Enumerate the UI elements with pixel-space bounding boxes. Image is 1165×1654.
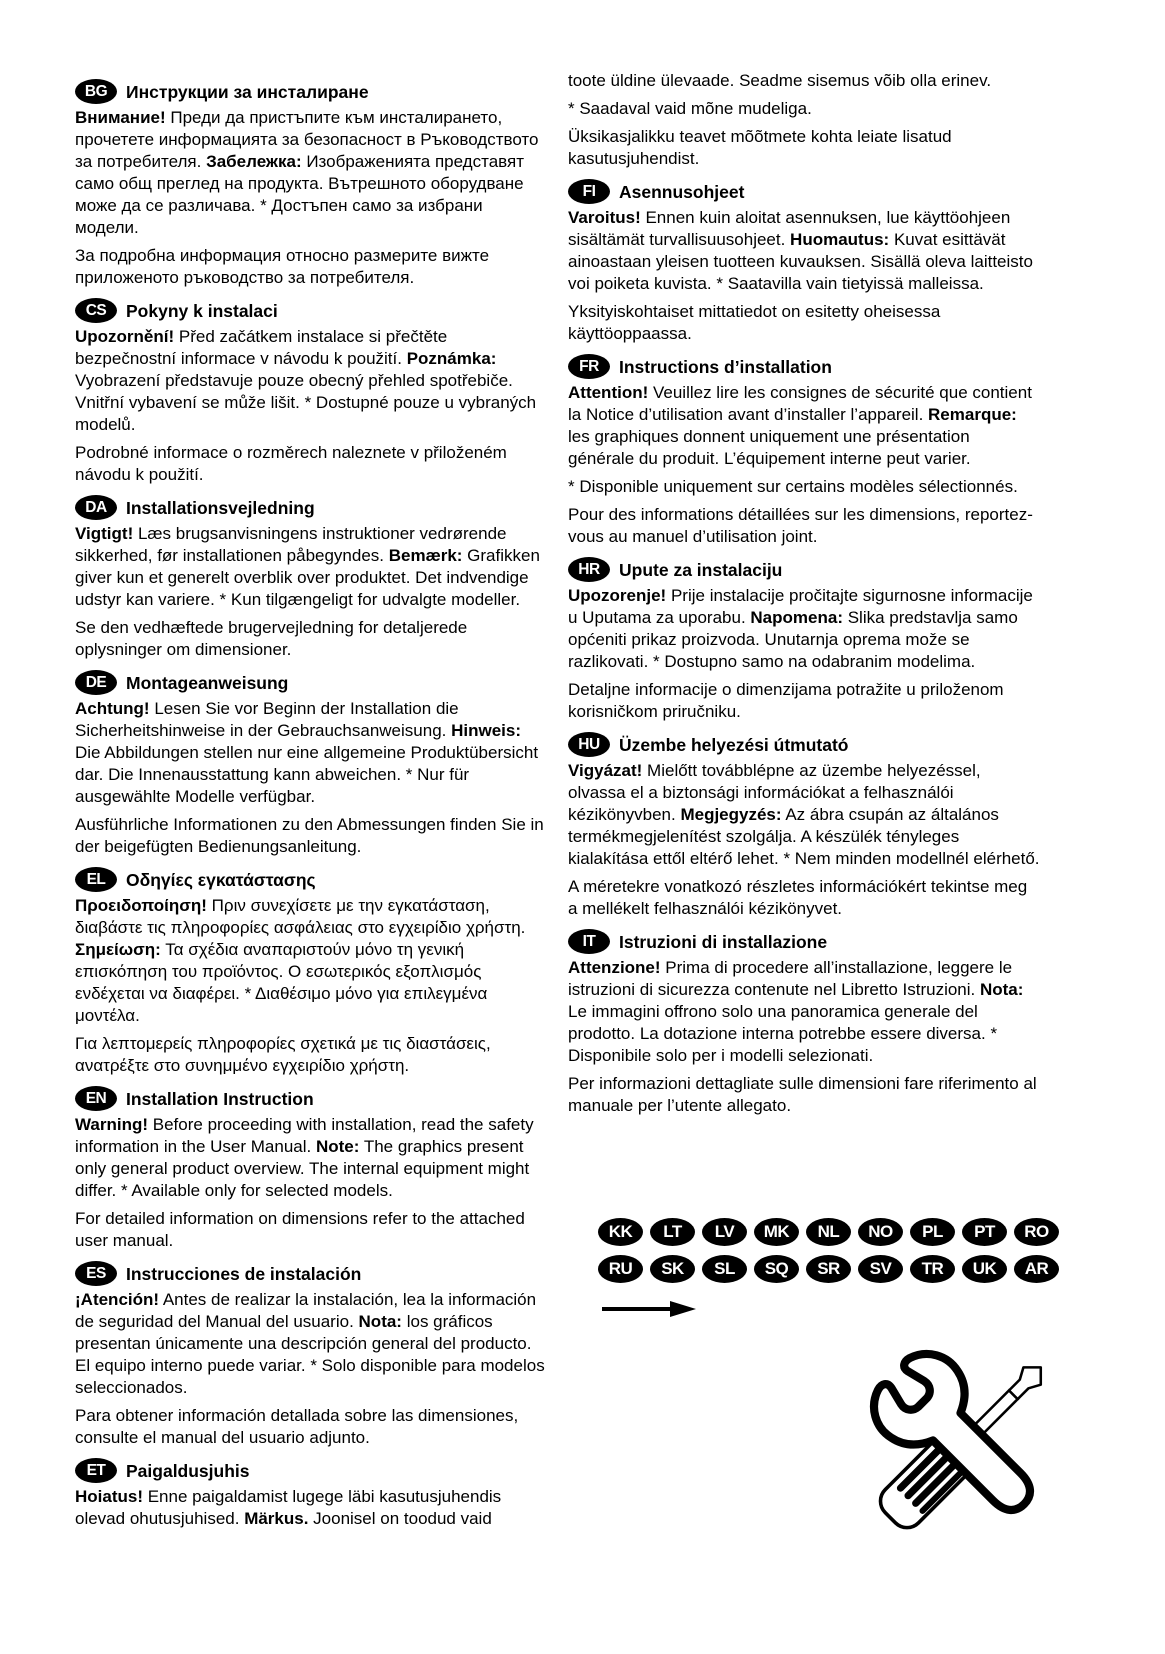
- language-badge-uk: UK: [962, 1255, 1007, 1283]
- section-it: [568, 929, 1040, 1117]
- bold-lead-in: Bemærk:: [388, 546, 463, 565]
- language-badge-el: EL: [75, 867, 117, 892]
- section-heading: [75, 1261, 547, 1286]
- section-fr: [568, 354, 1040, 548]
- language-badge-bg: BG: [75, 79, 117, 104]
- section-hr: [568, 557, 1040, 723]
- section-heading: [75, 1086, 547, 1111]
- paragraph: Warning! Before proceeding with installation, read the safety information in the User Manual. Note: The graphics present only general product overview. The internal equipment might differ. * Available only for selected models.: [75, 1115, 534, 1200]
- wrench-screwdriver-icon: [858, 1330, 1063, 1560]
- left-column: [75, 70, 547, 1536]
- other-languages-badges: [598, 1218, 1063, 1292]
- paragraph: * Disponible uniquement sur certains modèles sélectionnés.: [568, 477, 1018, 496]
- right-column: [568, 70, 1040, 1123]
- section-title: Instrucciones de instalación: [126, 1263, 362, 1284]
- language-badge-en: EN: [75, 1086, 117, 1111]
- section-title: Montageanweisung: [126, 672, 289, 693]
- section-title: Upute za instalaciju: [619, 559, 783, 580]
- paragraph: For detailed information on dimensions refer to the attached user manual.: [75, 1209, 525, 1250]
- paragraph: За подробна информация относно размерите вижте приложеното ръководство за потребителя.: [75, 246, 490, 287]
- language-badge-lv: LV: [702, 1218, 747, 1246]
- bold-lead-in: Upozornění!: [75, 327, 175, 346]
- section-el: [75, 867, 547, 1077]
- language-badge-ru: RU: [598, 1255, 643, 1283]
- language-badge-nl: NL: [806, 1218, 851, 1246]
- section-et: [75, 1458, 547, 1530]
- right-arrow-icon: [600, 1298, 700, 1325]
- section-title: Installationsvejledning: [126, 497, 315, 518]
- language-badge-sl: SL: [702, 1255, 747, 1283]
- paragraph: Για λεπτομερείς πληροφορίες σχετικά με τις διαστάσεις, ανατρέξτε στο συνημμένο εγχειρίδιο χρήστη.: [75, 1034, 491, 1075]
- section-es: [75, 1261, 547, 1449]
- bold-lead-in: Warning!: [75, 1115, 149, 1134]
- language-badge-sr: SR: [806, 1255, 851, 1283]
- bold-lead-in: Προειδοποίηση!: [75, 896, 207, 915]
- bold-lead-in: Poznámka:: [406, 349, 497, 368]
- language-badge-et: ET: [75, 1458, 117, 1483]
- bold-lead-in: Huomautus:: [790, 230, 890, 249]
- language-badge-hu: HU: [568, 732, 610, 757]
- section-heading: [75, 1458, 547, 1483]
- paragraph: Per informazioni dettagliate sulle dimensioni fare riferimento al manuale per l’utente allegato.: [568, 1074, 1037, 1115]
- section-title: Istruzioni di installazione: [619, 931, 828, 952]
- paragraph: Podrobné informace o rozměrech naleznete v přiloženém návodu k použití.: [75, 443, 507, 484]
- paragraph: ¡Atención! Antes de realizar la instalación, lea la información de seguridad del Manual del usuario. Nota: los gráficos presentan únicamente una descripción general del producto. El equipo interno puede variar. * Solo disponible para modelos seleccionados.: [75, 1290, 545, 1397]
- section-heading: [568, 354, 1040, 379]
- bold-lead-in: Nota:: [358, 1312, 402, 1331]
- paragraph: Detaljne informacije o dimenzijama potražite u priloženom korisničkom priručniku.: [568, 680, 1004, 721]
- paragraph: Upozorenje! Prije instalacije pročitajte sigurnosne informacije u Uputama za uporabu. Napomena: Slika predstavlja samo općeniti prikaz proizvoda. Unutarnja oprema može se razlikovati. * Dostupno samo na odabranim modelima.: [568, 586, 1033, 671]
- section-heading: [75, 867, 547, 892]
- bold-lead-in: Vigtigt!: [75, 524, 134, 543]
- section-title: Инструкции за инсталиране: [126, 81, 369, 102]
- et-section-continuation: [568, 70, 1040, 170]
- paragraph: Προειδοποίηση! Πριν συνεχίσετε με την εγκατάσταση, διαβάστε τις πληροφορίες ασφάλειας στο εγχειρίδιο χρήστη. Σημείωση: Τα σχέδια αναπαριστούν μόνο τη γενική επισκόπηση του προϊόντος. Ο εσωτερικός εξοπλισμός ενδέχεται να διαφέρει. * Διαθέσιμο μόνο για επιλεγμένα μοντέλα.: [75, 896, 526, 1025]
- paragraph: * Saadaval vaid mõne mudeliga.: [568, 99, 812, 118]
- bold-lead-in: Σημείωση:: [75, 940, 161, 959]
- language-badge-da: DA: [75, 495, 117, 520]
- section-title: Üzembe helyezési útmutató: [619, 734, 849, 755]
- section-heading: [568, 179, 1040, 204]
- section-heading: [75, 298, 547, 323]
- paragraph: toote üldine ülevaade. Seadme sisemus võib olla erinev.: [568, 71, 992, 90]
- language-badge-pl: PL: [910, 1218, 955, 1246]
- language-badge-no: NO: [858, 1218, 903, 1246]
- bold-lead-in: Note:: [315, 1137, 360, 1156]
- language-badge-mk: MK: [754, 1218, 799, 1246]
- bold-lead-in: Achtung!: [75, 699, 150, 718]
- section-fi: [568, 179, 1040, 345]
- bold-lead-in: Attenzione!: [568, 958, 661, 977]
- bold-lead-in: Napomena:: [750, 608, 843, 627]
- bold-lead-in: Megjegyzés:: [680, 805, 782, 824]
- section-bg: [75, 79, 547, 289]
- paragraph: A méretekre vonatkozó részletes információkért tekintse meg a mellékelt felhasználói kézikönyvet.: [568, 877, 1028, 918]
- language-badge-es: ES: [75, 1261, 117, 1286]
- paragraph: Se den vedhæftede brugervejledning for detaljerede oplysninger om dimensioner.: [75, 618, 468, 659]
- section-title: Pokyny k instalaci: [126, 300, 278, 321]
- language-badge-lt: LT: [650, 1218, 695, 1246]
- bold-lead-in: Vigyázat!: [568, 761, 643, 780]
- paragraph: Varoitus! Ennen kuin aloitat asennuksen, lue käyttöohjeen sisältämät turvallisuusohjeet. Huomautus: Kuvat esittävät ainoastaan yleisen tuotteen kuvauksen. Sisällä oleva laitteisto voi poiketa kuvista. * Saatavilla vain tietyissä malleissa.: [568, 208, 1033, 293]
- language-badge-row-2: [598, 1255, 1063, 1283]
- paragraph: Vigtigt! Læs brugsanvisningens instruktioner vedrørende sikkerhed, før installationen påbegyndes. Bemærk: Grafikken giver kun et generelt overblik over produktet. Det indvendige udstyr kan variere. * Kun tilgængeligt for udvalgte modeller.: [75, 524, 540, 609]
- language-badge-ro: RO: [1014, 1218, 1059, 1246]
- section-heading: [75, 495, 547, 520]
- paragraph: Üksikasjalikku teavet mõõtmete kohta leiate lisatud kasutusjuhendist.: [568, 127, 952, 168]
- language-badge-ar: AR: [1014, 1255, 1059, 1283]
- language-badge-row-1: [598, 1218, 1063, 1246]
- paragraph: Para obtener información detallada sobre las dimensiones, consulte el manual del usuario adjunto.: [75, 1406, 519, 1447]
- language-badge-fr: FR: [568, 354, 610, 379]
- paragraph: Yksityiskohtaiset mittatiedot on esitetty oheisessa käyttöoppaassa.: [568, 302, 941, 343]
- section-de: [75, 670, 547, 858]
- paragraph: Pour des informations détaillées sur les dimensions, reportez-vous au manuel d’utilisation joint.: [568, 505, 1033, 546]
- bold-lead-in: Забележка:: [206, 152, 302, 171]
- section-title: Οδηγίες εγκατάστασης: [126, 869, 316, 890]
- paragraph: Attention! Veuillez lire les consignes de sécurité que contient la Notice d’utilisation avant d’installer l’appareil. Remarque: les graphiques donnent uniquement une présentation générale du produit. L’équipement interne peut varier.: [568, 383, 1032, 468]
- paragraph: Upozornění! Před začátkem instalace si přečtěte bezpečnostní informace v návodu k použití. Poznámka: Vyobrazení představuje pouze obecný přehled spotřebiče. Vnitřní vybavení se může lišit. * Dostupné pouze u vybraných modelů.: [75, 327, 537, 434]
- bold-lead-in: Upozorenje!: [568, 586, 667, 605]
- section-title: Instructions d’installation: [619, 356, 832, 377]
- language-badge-kk: KK: [598, 1218, 643, 1246]
- language-badge-sk: SK: [650, 1255, 695, 1283]
- language-badge-sv: SV: [858, 1255, 903, 1283]
- bold-lead-in: Märkus.: [244, 1509, 309, 1528]
- bold-lead-in: Varoitus!: [568, 208, 641, 227]
- bold-lead-in: ¡Atención!: [75, 1290, 160, 1309]
- bold-lead-in: Nota:: [979, 980, 1024, 999]
- section-heading: [568, 929, 1040, 954]
- language-badge-fi: FI: [568, 179, 610, 204]
- paragraph: Hoiatus! Enne paigaldamist lugege läbi kasutusjuhendis olevad ohutusjuhised. Märkus. Joonisel on toodud vaid: [75, 1487, 502, 1528]
- paragraph: Внимание! Преди да пристъпите към инсталирането, прочетете информацията за безопасност в Ръководството за потребителя. Забележка: Изображенията представят само общ преглед на продукта. Вътрешното оборудване може да се различава. * Достъпен само за избрани модели.: [75, 108, 539, 237]
- section-title: Installation Instruction: [126, 1088, 314, 1109]
- paragraph: Achtung! Lesen Sie vor Beginn der Installation die Sicherheitshinweise in der Gebrauchsanweisung. Hinweis: Die Abbildungen stellen nur eine allgemeine Produktübersicht dar. Die Innenausstattung kann abweichen. * Nur für ausgewählte Modelle verfügbar.: [75, 699, 539, 806]
- section-hu: [568, 732, 1040, 920]
- section-title: Paigaldusjuhis: [126, 1460, 250, 1481]
- bold-lead-in: Внимание!: [75, 108, 166, 127]
- paragraph: Attenzione! Prima di procedere all’installazione, leggere le istruzioni di sicurezza contenute nel Libretto Istruzioni. Nota: Le immagini offrono solo una panoramica generale del prodotto. La dotazione interna potrebbe essere diversa. * Disponibile solo per i modelli selezionati.: [568, 958, 1024, 1065]
- section-heading: [568, 732, 1040, 757]
- section-title: Asennusohjeet: [619, 181, 745, 202]
- bold-lead-in: Attention!: [568, 383, 649, 402]
- section-heading: [75, 79, 547, 104]
- language-badge-tr: TR: [910, 1255, 955, 1283]
- section-heading: [568, 557, 1040, 582]
- language-badge-cs: CS: [75, 298, 117, 323]
- bold-lead-in: Hinweis:: [451, 721, 522, 740]
- section-da: [75, 495, 547, 661]
- bold-lead-in: Hoiatus!: [75, 1487, 143, 1506]
- bold-lead-in: Remarque:: [928, 405, 1017, 424]
- paragraph: Vigyázat! Mielőtt továbblépne az üzembe helyezéssel, olvassa el a biztonsági információkat a felhasználói kézikönyvben. Megjegyzés: Az ábra csupán az általános termékmegjelenítést szolgálja. A készülék tényleges kialakítása ettől eltérő lehet. * Nem minden modellnél elérhető.: [568, 761, 1040, 868]
- language-badge-sq: SQ: [754, 1255, 799, 1283]
- right-column-sections: [568, 179, 1040, 1117]
- section-en: [75, 1086, 547, 1252]
- language-badge-pt: PT: [962, 1218, 1007, 1246]
- section-heading: [75, 670, 547, 695]
- language-badge-it: IT: [568, 929, 610, 954]
- language-badge-de: DE: [75, 670, 117, 695]
- section-cs: [75, 298, 547, 486]
- paragraph: Ausführliche Informationen zu den Abmessungen finden Sie in der beigefügten Bedienungsanleitung.: [75, 815, 544, 856]
- language-badge-hr: HR: [568, 557, 610, 582]
